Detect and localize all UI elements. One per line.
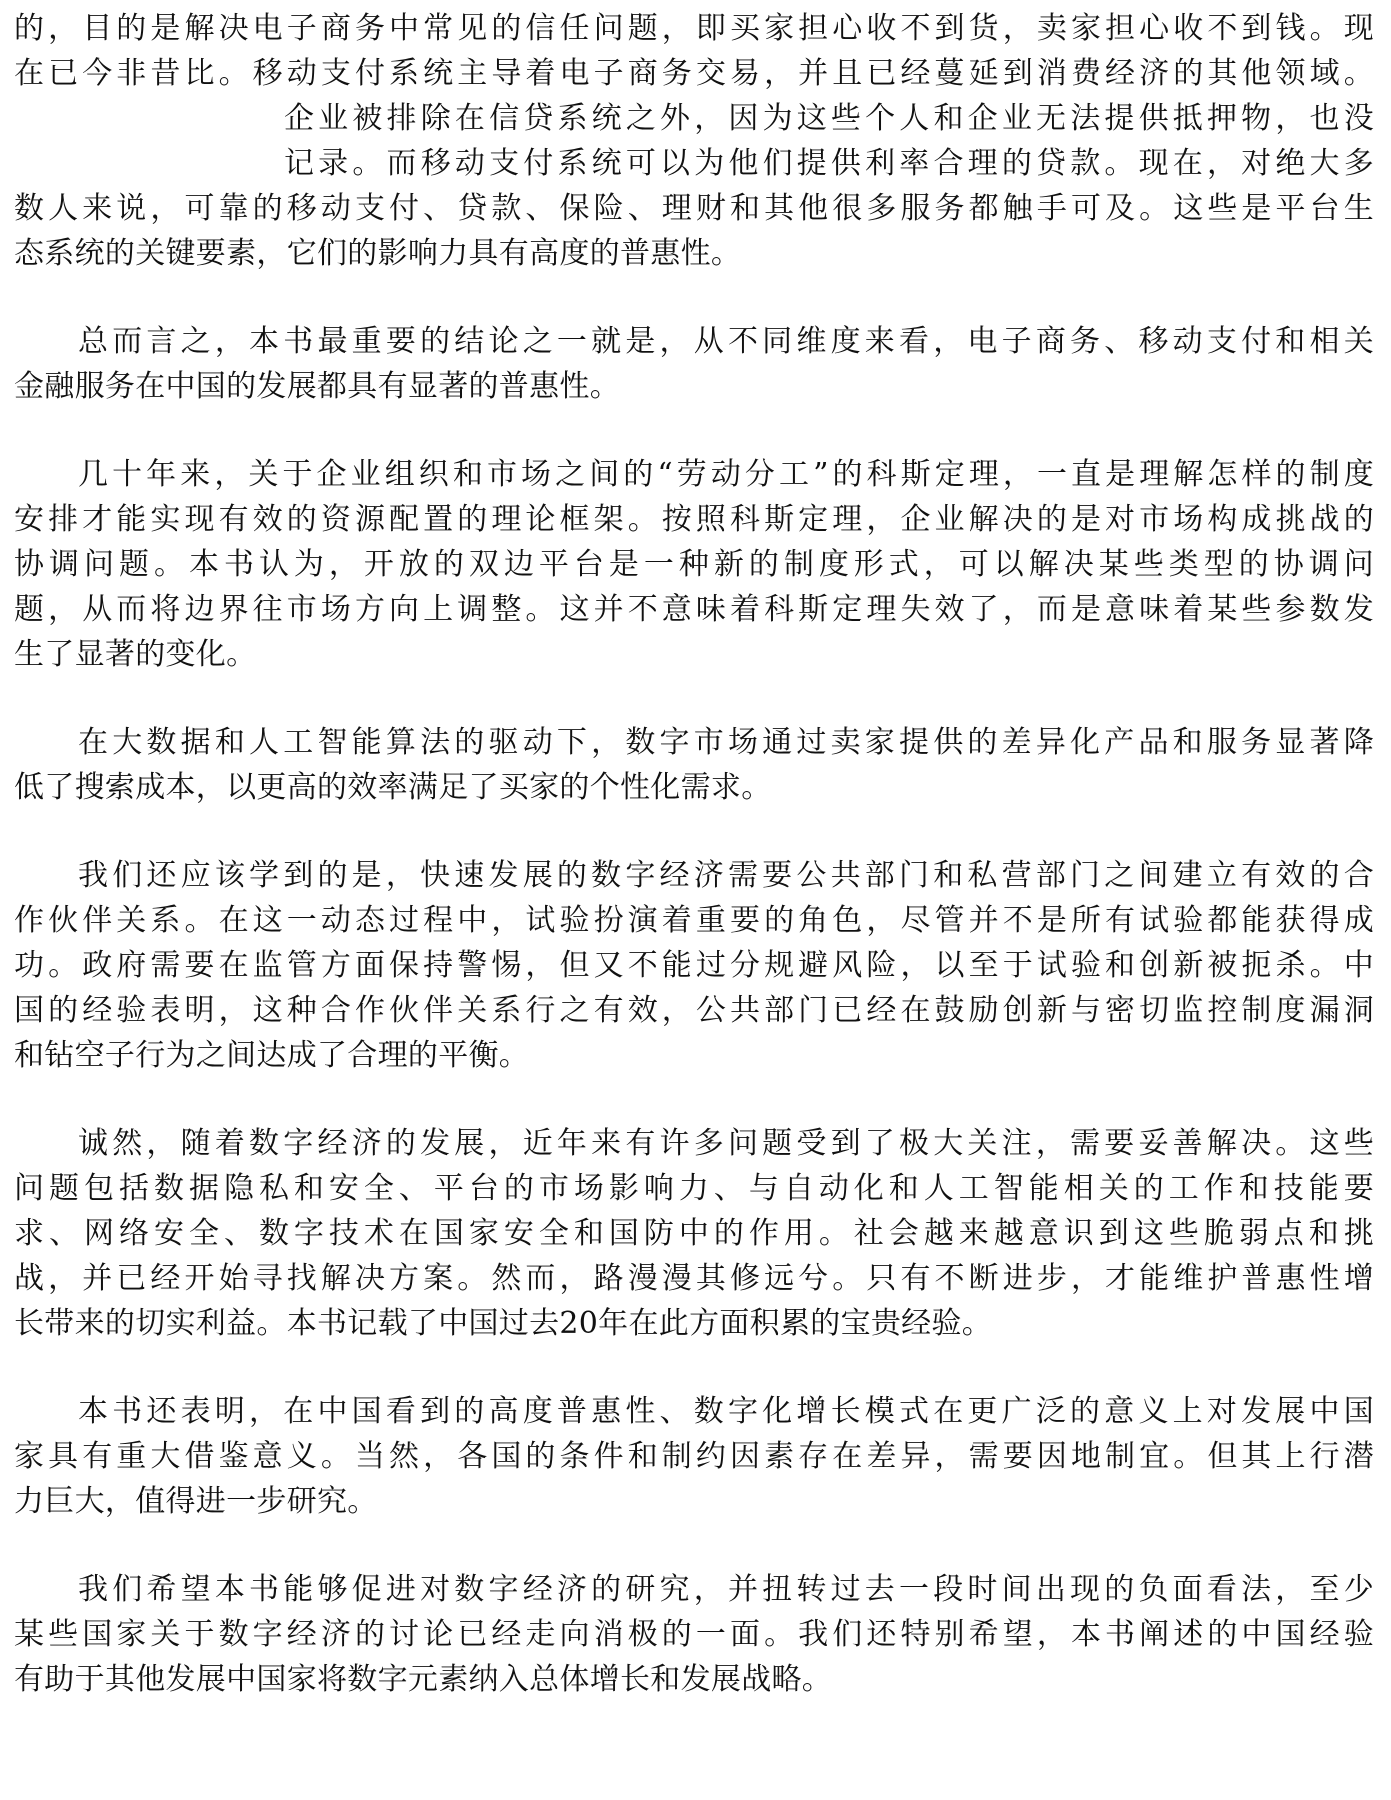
- text-line: 求、网络安全、数字技术在国家安全和国防中的作用。社会越来越意识到这些脆弱点和挑: [14, 1216, 1374, 1251]
- text-line: 安排才能实现有效的资源配置的理论框架。按照科斯定理，企业解决的是对市场构成挑战的: [14, 502, 1374, 537]
- text-line: 力巨大，值得进一步研究。: [14, 1484, 378, 1519]
- text-line: 记录。而移动支付系统可以为他们提供利率合理的贷款。现在，对绝大多: [284, 146, 1374, 181]
- text-line: 企业被排除在信贷系统之外，因为这些个人和企业无法提供抵押物，也没: [284, 101, 1374, 136]
- paragraph-gap: [14, 677, 1374, 720]
- text-line: 题，从而将边界往市场方向上调整。这并不意味着科斯定理失效了，而是意味着某些参数发: [14, 592, 1374, 627]
- text-line: 生了显著的变化。: [14, 637, 257, 672]
- text-line: 长带来的切实利益。本书记载了中国过去20年在此方面积累的宝贵经验。: [14, 1306, 993, 1341]
- text-line: 国的经验表明，这种合作伙伴关系行之有效，公共部门已经在鼓励创新与密切监控制度漏洞: [14, 993, 1374, 1028]
- text-line: 在已今非昔比。移动支付系统主导着电子商务交易，并且已经蔓延到消费经济的其他领域。: [14, 56, 1374, 91]
- book-page: [14, 6, 1374, 1702]
- text-line: 问题包括数据隐私和安全、平台的市场影响力、与自动化和人工智能相关的工作和技能要: [14, 1171, 1374, 1206]
- text-line: 协调问题。本书认为，开放的双边平台是一种新的制度形式，可以解决某些类型的协调问: [14, 547, 1374, 582]
- paragraph-coase-theorem: [14, 452, 1374, 677]
- paragraph-hope: [14, 1567, 1374, 1702]
- text-line: 低了搜索成本，以更高的效率满足了买家的个性化需求。: [14, 770, 772, 805]
- paragraph-developing-countries: [14, 1389, 1374, 1524]
- paragraph-gap: [14, 810, 1374, 853]
- text-line: 某些国家关于数字经济的讨论已经走向消极的一面。我们还特别希望，本书阐述的中国经验: [14, 1617, 1374, 1652]
- text-line: 在大数据和人工智能算法的驱动下，数字市场通过卖家提供的差异化产品和服务显著降: [78, 725, 1374, 760]
- text-line: 金融服务在中国的发展都具有显著的普惠性。: [14, 369, 620, 404]
- paragraph-conclusion: [14, 319, 1374, 409]
- text-line: 战，并已经开始寻找解决方案。然而，路漫漫其修远兮。只有不断进步，才能维护普惠性增: [14, 1261, 1374, 1296]
- text-line: 我们还应该学到的是，快速发展的数字经济需要公共部门和私营部门之间建立有效的合: [78, 858, 1374, 893]
- paragraph-gap: [14, 409, 1374, 452]
- paragraph-gap: [14, 1524, 1374, 1567]
- text-line: 功。政府需要在监管方面保持警惕，但又不能过分规避风险，以至于试验和创新被扼杀。中: [14, 948, 1374, 983]
- paragraph-trust-problem: [14, 6, 1374, 96]
- text-line: 态系统的关键要素，它们的影响力具有高度的普惠性。: [14, 236, 742, 271]
- text-line: 作伙伴关系。在这一动态过程中，试验扮演着重要的角色，尽管并不是所有试验都能获得成: [14, 903, 1374, 938]
- text-line: 和钻空子行为之间达成了合理的平衡。: [14, 1038, 530, 1073]
- paragraph-challenges: [14, 1121, 1374, 1346]
- text-line: 几十年来，关于企业组织和市场之间的“劳动分工”的科斯定理，一直是理解怎样的制度: [78, 457, 1374, 492]
- paragraph-gap: [14, 276, 1374, 319]
- text-line: 数人来说，可靠的移动支付、贷款、保险、理财和其他很多服务都触手可及。这些是平台生: [14, 191, 1374, 226]
- paragraph-partnership: [14, 853, 1374, 1078]
- text-line: 我们希望本书能够促进对数字经济的研究，并扭转过去一段时间出现的负面看法，至少: [78, 1572, 1374, 1607]
- paragraph-gap: [14, 1346, 1374, 1389]
- text-line: 诚然，随着数字经济的发展，近年来有许多问题受到了极大关注，需要妥善解决。这些: [78, 1126, 1374, 1161]
- paragraph-gap: [14, 1078, 1374, 1121]
- text-line: 的，目的是解决电子商务中常见的信任问题，即买家担心收不到货，卖家担心收不到钱。现: [14, 11, 1374, 46]
- paragraph-credit-exclusion: [14, 96, 1374, 276]
- text-line: 总而言之，本书最重要的结论之一就是，从不同维度来看，电子商务、移动支付和相关: [78, 324, 1374, 359]
- text-line: 有助于其他发展中国家将数字元素纳入总体增长和发展战略。: [14, 1662, 833, 1697]
- text-line: 本书还表明，在中国看到的高度普惠性、数字化增长模式在更广泛的意义上对发展中国: [78, 1394, 1374, 1429]
- text-line: 家具有重大借鉴意义。当然，各国的条件和制约因素存在差异，需要因地制宜。但其上行潜: [14, 1439, 1374, 1474]
- paragraph-big-data: [14, 720, 1374, 810]
